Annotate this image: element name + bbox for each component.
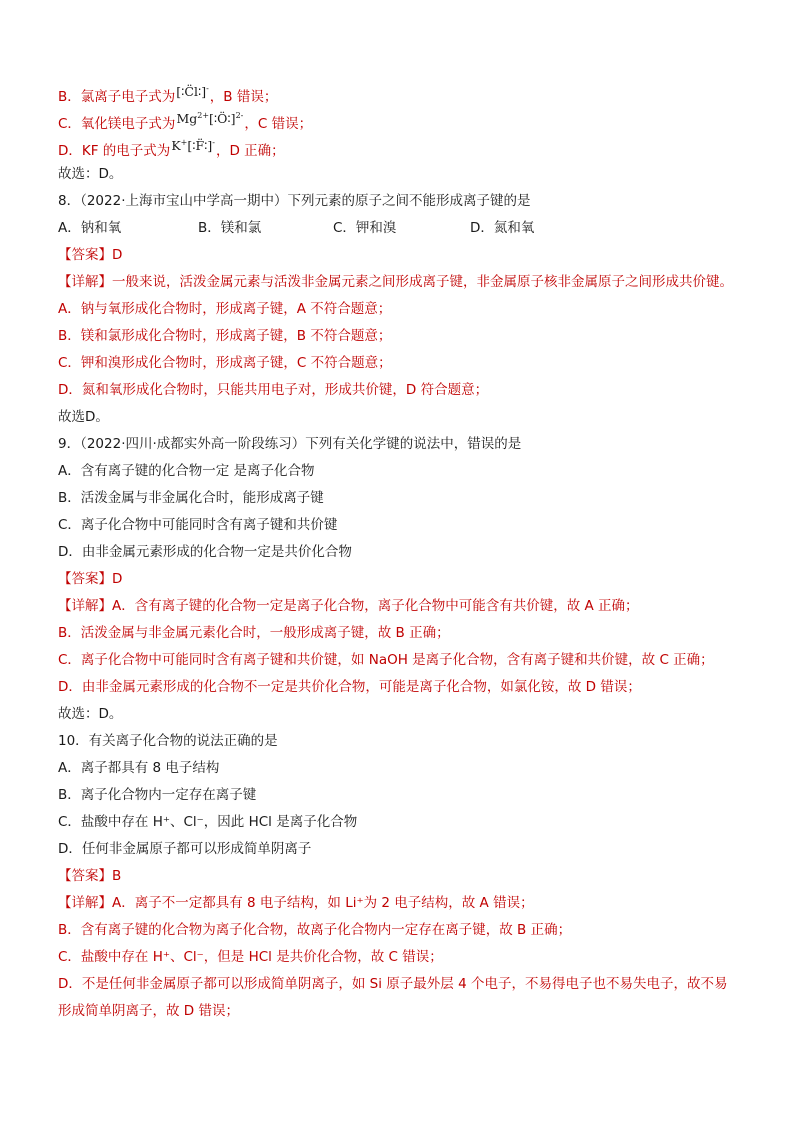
mg-charge: 2+ [197, 111, 210, 120]
q8-options [58, 215, 758, 242]
q10-detail-c: C．盐酸中存在 H⁺、Cl⁻，但是 HCl 是共价化合物，故 C 错误； [58, 949, 443, 965]
answer-value: D [112, 247, 123, 263]
answer-tag: 【答案】 [58, 868, 112, 884]
detail-text: A．离子不一定都具有 8 电子结构，如 Li⁺为 2 电子结构，故 A 错误； [112, 895, 534, 911]
fluoride-charge: - [212, 138, 215, 147]
answer-tag: 【答案】 [58, 247, 112, 263]
chloride-electron-formula [176, 84, 209, 99]
oxide-symbol: [∶Ö∶] [209, 111, 236, 127]
q8-detail [58, 269, 758, 296]
q9-detail-d: D．由非金属元素形成的化合物不一定是共价化合物，可能是离子化合物，如氯化铵，故 D 错误； [58, 679, 641, 695]
q8-conclusion: 故选D。 [58, 409, 109, 425]
q7-b-prefix: B．氯离子电子式为 [58, 89, 176, 106]
q8-stem: 8．（2022·上海市宝山中学高一期中）下列元素的原子之间不能形成离子键的是 [58, 193, 531, 209]
fluoride-symbol: [∶F̈∶] [187, 138, 213, 154]
q8-option-c: C．钾和溴 [333, 220, 397, 236]
mgo-electron-formula [176, 111, 243, 126]
q9-detail [58, 593, 758, 620]
k-symbol: K [171, 138, 181, 154]
q10-option-d: D．任何非金属原子都可以形成简单阴离子 [58, 841, 312, 857]
q10-option-c: C．盐酸中存在 H⁺、Cl⁻，因此 HCl 是离子化合物 [58, 814, 358, 830]
mg-symbol: Mg [176, 111, 198, 127]
q9-detail-b: B．活泼金属与非金属元素化合时，一般形成离子键，故 B 正确； [58, 625, 450, 641]
q7-c-suffix: ，C 错误； [244, 116, 313, 133]
q9-option-d: D．由非金属元素形成的化合物一定是共价化合物 [58, 544, 352, 560]
detail-tag: 【详解】 [58, 598, 112, 614]
q7-option-b-explanation [58, 80, 758, 107]
q8-answer [58, 242, 758, 269]
q7-b-suffix: ，B 错误； [209, 89, 278, 106]
q8-option-d: D．氮和氧 [470, 220, 535, 236]
q7-option-d-explanation [58, 134, 758, 161]
q9-option-b: B．活泼金属与非金属化合时，能形成离子键 [58, 490, 324, 506]
detail-text: A．含有离子键的化合物一定是离子化合物，离子化合物中可能含有共价键，故 A 正确； [112, 598, 639, 614]
q7-d-prefix: D．KF 的电子式为 [58, 143, 171, 160]
k-charge: + [180, 138, 188, 147]
kf-electron-formula [171, 138, 215, 153]
q10-option-a: A．离子都具有 8 电子结构 [58, 760, 220, 776]
q8-option-a: A．钠和氧 [58, 220, 122, 236]
q7-conclusion: 故选：D。 [58, 166, 123, 182]
q8-option-b: B．镁和氯 [198, 220, 262, 236]
detail-text: 一般来说，活泼金属元素与活泼非金属元素之间形成离子键，非金属原子核非金属原子之间形成共价键。 [112, 274, 733, 290]
q9-stem: 9．（2022·四川·成都实外高一阶段练习）下列有关化学键的说法中，错误的是 [58, 436, 522, 452]
detail-tag: 【详解】 [58, 895, 112, 911]
q9-conclusion: 故选：D。 [58, 706, 123, 722]
q8-detail-b: B．镁和氯形成化合物时，形成离子键，B 不符合题意； [58, 328, 392, 344]
chloride-formula-body: [∶C̈l∶] [176, 84, 207, 100]
oxide-charge: 2- [235, 111, 244, 120]
q10-stem: 10．有关离子化合物的说法正确的是 [58, 733, 278, 749]
q10-detail-d: D．不是任何非金属原子都可以形成简单阴离子，如 Si 原子最外层 4 个电子，不易得电子也不易失电子，故不易 [58, 976, 728, 992]
q10-option-b: B．离子化合物内一定存在离子键 [58, 787, 257, 803]
q8-detail-c: C．钾和溴形成化合物时，形成离子键，C 不符合题意； [58, 355, 392, 371]
q9-option-a: A．含有离子键的化合物一定 是离子化合物 [58, 463, 315, 479]
answer-value: D [112, 571, 123, 587]
q7-option-c-explanation [58, 107, 758, 134]
document-page [58, 80, 758, 1025]
chloride-formula-charge: - [206, 84, 209, 93]
detail-tag: 【详解】 [58, 274, 112, 290]
q10-detail [58, 890, 758, 917]
q10-detail-d-cont: 形成简单阴离子，故 D 错误； [58, 1003, 239, 1019]
q9-detail-c: C．离子化合物中可能同时含有离子键和共价键，如 NaOH 是离子化合物，含有离子键和共价键，故 C 正确； [58, 652, 714, 668]
q7-c-prefix: C．氧化镁电子式为 [58, 116, 176, 133]
q8-detail-d: D．氮和氧形成化合物时，只能共用电子对，形成共价键，D 符合题意； [58, 382, 489, 398]
answer-value: B [112, 868, 122, 884]
answer-tag: 【答案】 [58, 571, 112, 587]
q10-answer [58, 863, 758, 890]
q9-answer [58, 566, 758, 593]
q7-d-suffix: ，D 正确； [216, 143, 285, 160]
q8-detail-a: A．钠与氧形成化合物时，形成离子键，A 不符合题意； [58, 301, 392, 317]
q9-option-c: C．离子化合物中可能同时含有离子键和共价键 [58, 517, 338, 533]
q10-detail-b: B．含有离子键的化合物为离子化合物，故离子化合物内一定存在离子键，故 B 正确； [58, 922, 572, 938]
